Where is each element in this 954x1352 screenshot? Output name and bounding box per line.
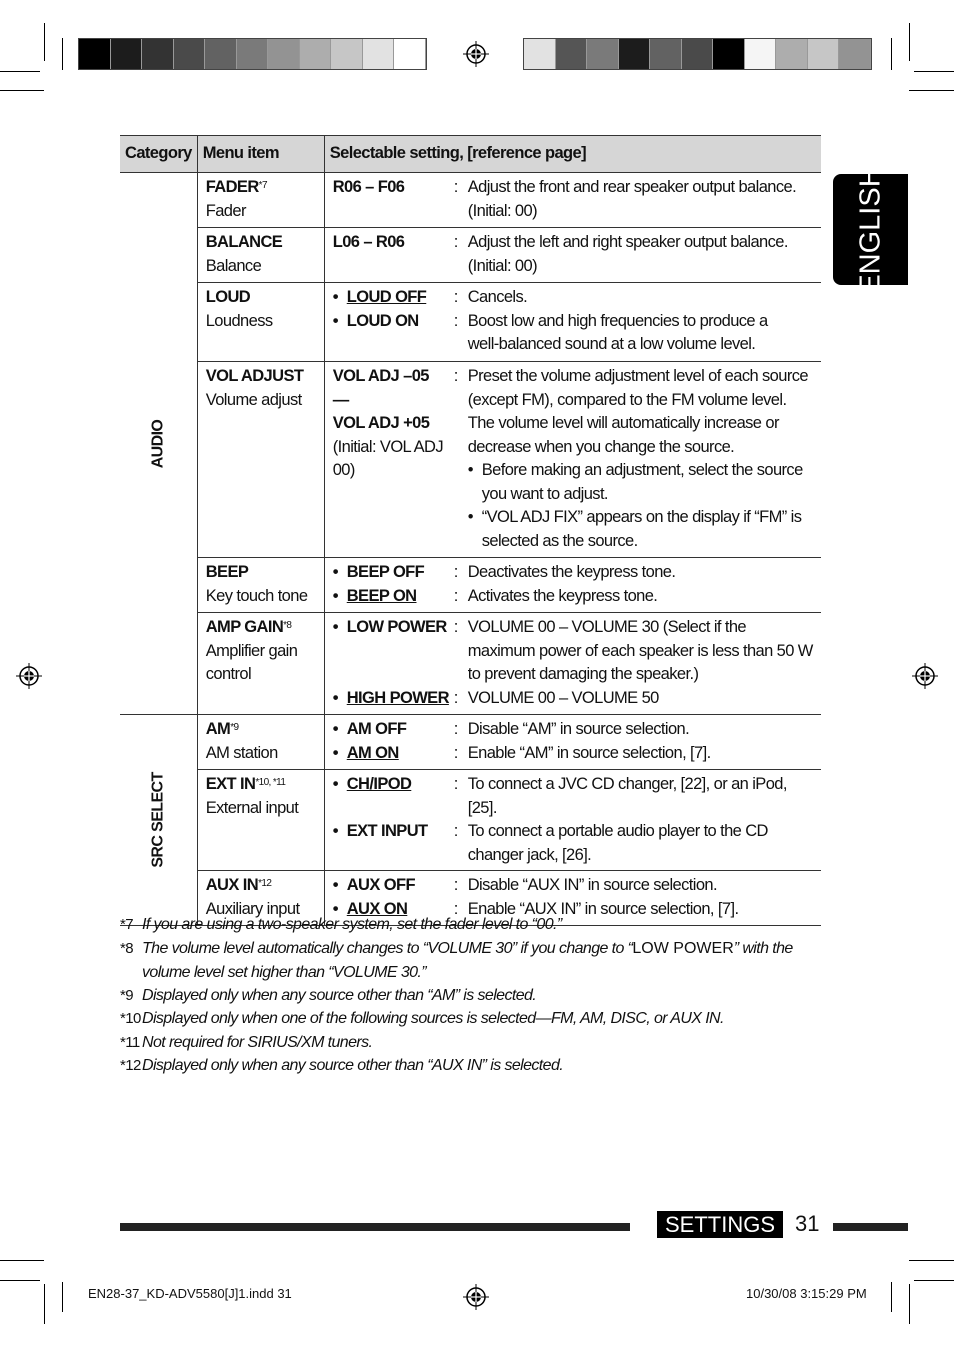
- setting-vol-adjust: VOL ADJ –05 — VOL ADJ +05 (Initial: VOL ADJ 00) : Preset the volume adjustment level of each source (except FM), compared to the FM volume level. The volume level will automatically increase or decrease when you change the source. • Before making an adjustment, select the source you want to adjust. • “VOL ADJ FIX” appears on the display if “FM” is selected as the source.: [324, 362, 821, 558]
- color-swatch: [524, 39, 556, 69]
- color-calibration-bar-left: [78, 38, 427, 70]
- crop-mark: [0, 1280, 40, 1281]
- color-swatch: [808, 39, 840, 69]
- footnote: *8 The volume level automatically changes to “VOLUME 30” if you change to “LOW POWER” with the volume level set higher than “VOLUME 30.”: [120, 940, 793, 981]
- crop-mark: [909, 23, 910, 61]
- color-swatch: [331, 39, 363, 69]
- menu-item-am: AM$^{*9}$ AM station: [197, 715, 324, 770]
- menu-item-fader: FADER$^{*7}$ Fader: [197, 173, 324, 228]
- footnote: *11 Not required for SIRIUS/XM tuners.: [120, 1034, 373, 1051]
- language-tab: [833, 165, 908, 294]
- setting-aux-in: • AUX OFF : Disable “AUX IN” in source selection. • AUX ON : Enable “AUX IN” in source selection, [7].: [324, 871, 821, 926]
- setting-amp-gain: • LOW POWER : VOLUME 00 – VOLUME 30 (Select if the maximum power of each speaker is less than 50 W to prevent damaging the speaker.) • HIGH POWER : VOLUME 00 – VOLUME 50: [324, 613, 821, 715]
- color-swatch: [713, 39, 745, 69]
- date-slug: 10/30/08 3:15:29 PM: [746, 1286, 867, 1301]
- registration-mark-icon: [463, 41, 489, 67]
- menu-item-aux-in: AUX IN$^{*12}$ Auxiliary input: [197, 871, 324, 926]
- registration-mark-icon: [912, 663, 938, 689]
- crop-mark: [909, 1284, 910, 1324]
- menu-item-loud: LOUD Loudness: [197, 283, 324, 362]
- menu-item-balance: BALANCE Balance: [197, 228, 324, 283]
- table-header-row: [120, 136, 821, 173]
- color-swatch: [394, 39, 426, 69]
- table-row: [120, 228, 821, 283]
- color-swatch: [619, 39, 651, 69]
- setting-balance: L06 – R06 : Adjust the left and right speaker output balance. (Initial: 00): [324, 228, 821, 283]
- registration-mark-icon: [463, 1284, 489, 1310]
- header-category: Category: [120, 136, 197, 173]
- crop-mark: [0, 71, 40, 72]
- crop-mark: [62, 1282, 63, 1312]
- menu-item-ext-in: EXT $IN^{*10, *11}$ External input: [197, 770, 324, 871]
- color-swatch: [111, 39, 143, 69]
- table-row: [120, 173, 821, 228]
- category-src-select: SRC SELECT: [120, 715, 197, 926]
- table-row: [120, 715, 821, 770]
- footer-rule: [120, 1223, 630, 1231]
- crop-mark: [914, 1280, 954, 1281]
- file-slug: EN28-37_KD-ADV5580[J]1.indd 31: [88, 1286, 292, 1301]
- setting-am: • AM OFF : Disable “AM” in source selection. • AM ON : Enable “AM” in source selection, [7].: [324, 715, 821, 770]
- crop-mark: [891, 38, 892, 70]
- crop-mark: [0, 90, 44, 91]
- color-swatch: [205, 39, 237, 69]
- color-swatch: [650, 39, 682, 69]
- menu-item-beep: BEEP Key touch tone: [197, 558, 324, 613]
- setting-ext-in: • CH/IPOD : To connect a JVC CD changer, [22], or an iPod, [25]. • EXT INPUT : To connect a portable audio player to the CD changer jack, [26].: [324, 770, 821, 871]
- color-swatch: [142, 39, 174, 69]
- color-swatch: [682, 39, 714, 69]
- menu-item-vol-adjust: VOL ADJUST Volume adjust: [197, 362, 324, 558]
- settings-table: [120, 135, 821, 926]
- crop-mark: [909, 90, 954, 91]
- color-swatch: [839, 39, 871, 69]
- table-row: [120, 362, 821, 558]
- color-swatch: [363, 39, 395, 69]
- setting-beep: • BEEP OFF : Deactivates the keypress tone. • BEEP ON : Activates the keypress tone.: [324, 558, 821, 613]
- table-row: [120, 770, 821, 871]
- page-number: 31: [795, 1211, 820, 1236]
- crop-mark: [914, 71, 954, 72]
- menu-item-amp-gain: AMP GAIN$^{*8}$ Amplifier gain control: [197, 613, 324, 715]
- crop-mark: [62, 38, 63, 70]
- color-swatch: [79, 39, 111, 69]
- color-swatch: [745, 39, 777, 69]
- language-tab-label: ENGLISH: [854, 165, 886, 294]
- color-swatch: [587, 39, 619, 69]
- setting-loud: • LOUD OFF : Cancels. • LOUD ON : Boost low and high frequencies to produce a well-balanced sound at a low volume level.: [324, 283, 821, 362]
- crop-mark: [44, 1284, 45, 1324]
- color-swatch: [300, 39, 332, 69]
- color-calibration-bar-right: [523, 38, 872, 70]
- footer-rule: [833, 1223, 908, 1231]
- table-row: [120, 283, 821, 362]
- header-menu-item: Menu item: [197, 136, 324, 173]
- footnote: *7 If you are using a two-speaker system, set the fader level to “00.”: [120, 916, 562, 933]
- color-swatch: [237, 39, 269, 69]
- footnote: *9 Displayed only when any source other than “AM” is selected.: [120, 987, 537, 1004]
- crop-mark: [44, 23, 45, 61]
- color-swatch: [174, 39, 206, 69]
- category-audio: AUDIO: [120, 173, 197, 715]
- setting-fader: R06 – F06 : Adjust the front and rear speaker output balance. (Initial: 00): [324, 173, 821, 228]
- table-row: [120, 558, 821, 613]
- table-row: [120, 613, 821, 715]
- footnote: *12 Displayed only when any source other than “AUX IN” is selected.: [120, 1057, 564, 1074]
- crop-mark: [909, 1260, 954, 1261]
- section-label: SETTINGS: [657, 1211, 783, 1238]
- header-setting: Selectable setting, [reference page]: [324, 136, 821, 173]
- color-swatch: [268, 39, 300, 69]
- crop-mark: [0, 1260, 44, 1261]
- footnote: *10 Displayed only when one of the following sources is selected—FM, AM, DISC, or AUX IN.: [120, 1010, 724, 1027]
- crop-mark: [891, 1282, 892, 1312]
- registration-mark-icon: [16, 663, 42, 689]
- color-swatch: [776, 39, 808, 69]
- color-swatch: [556, 39, 588, 69]
